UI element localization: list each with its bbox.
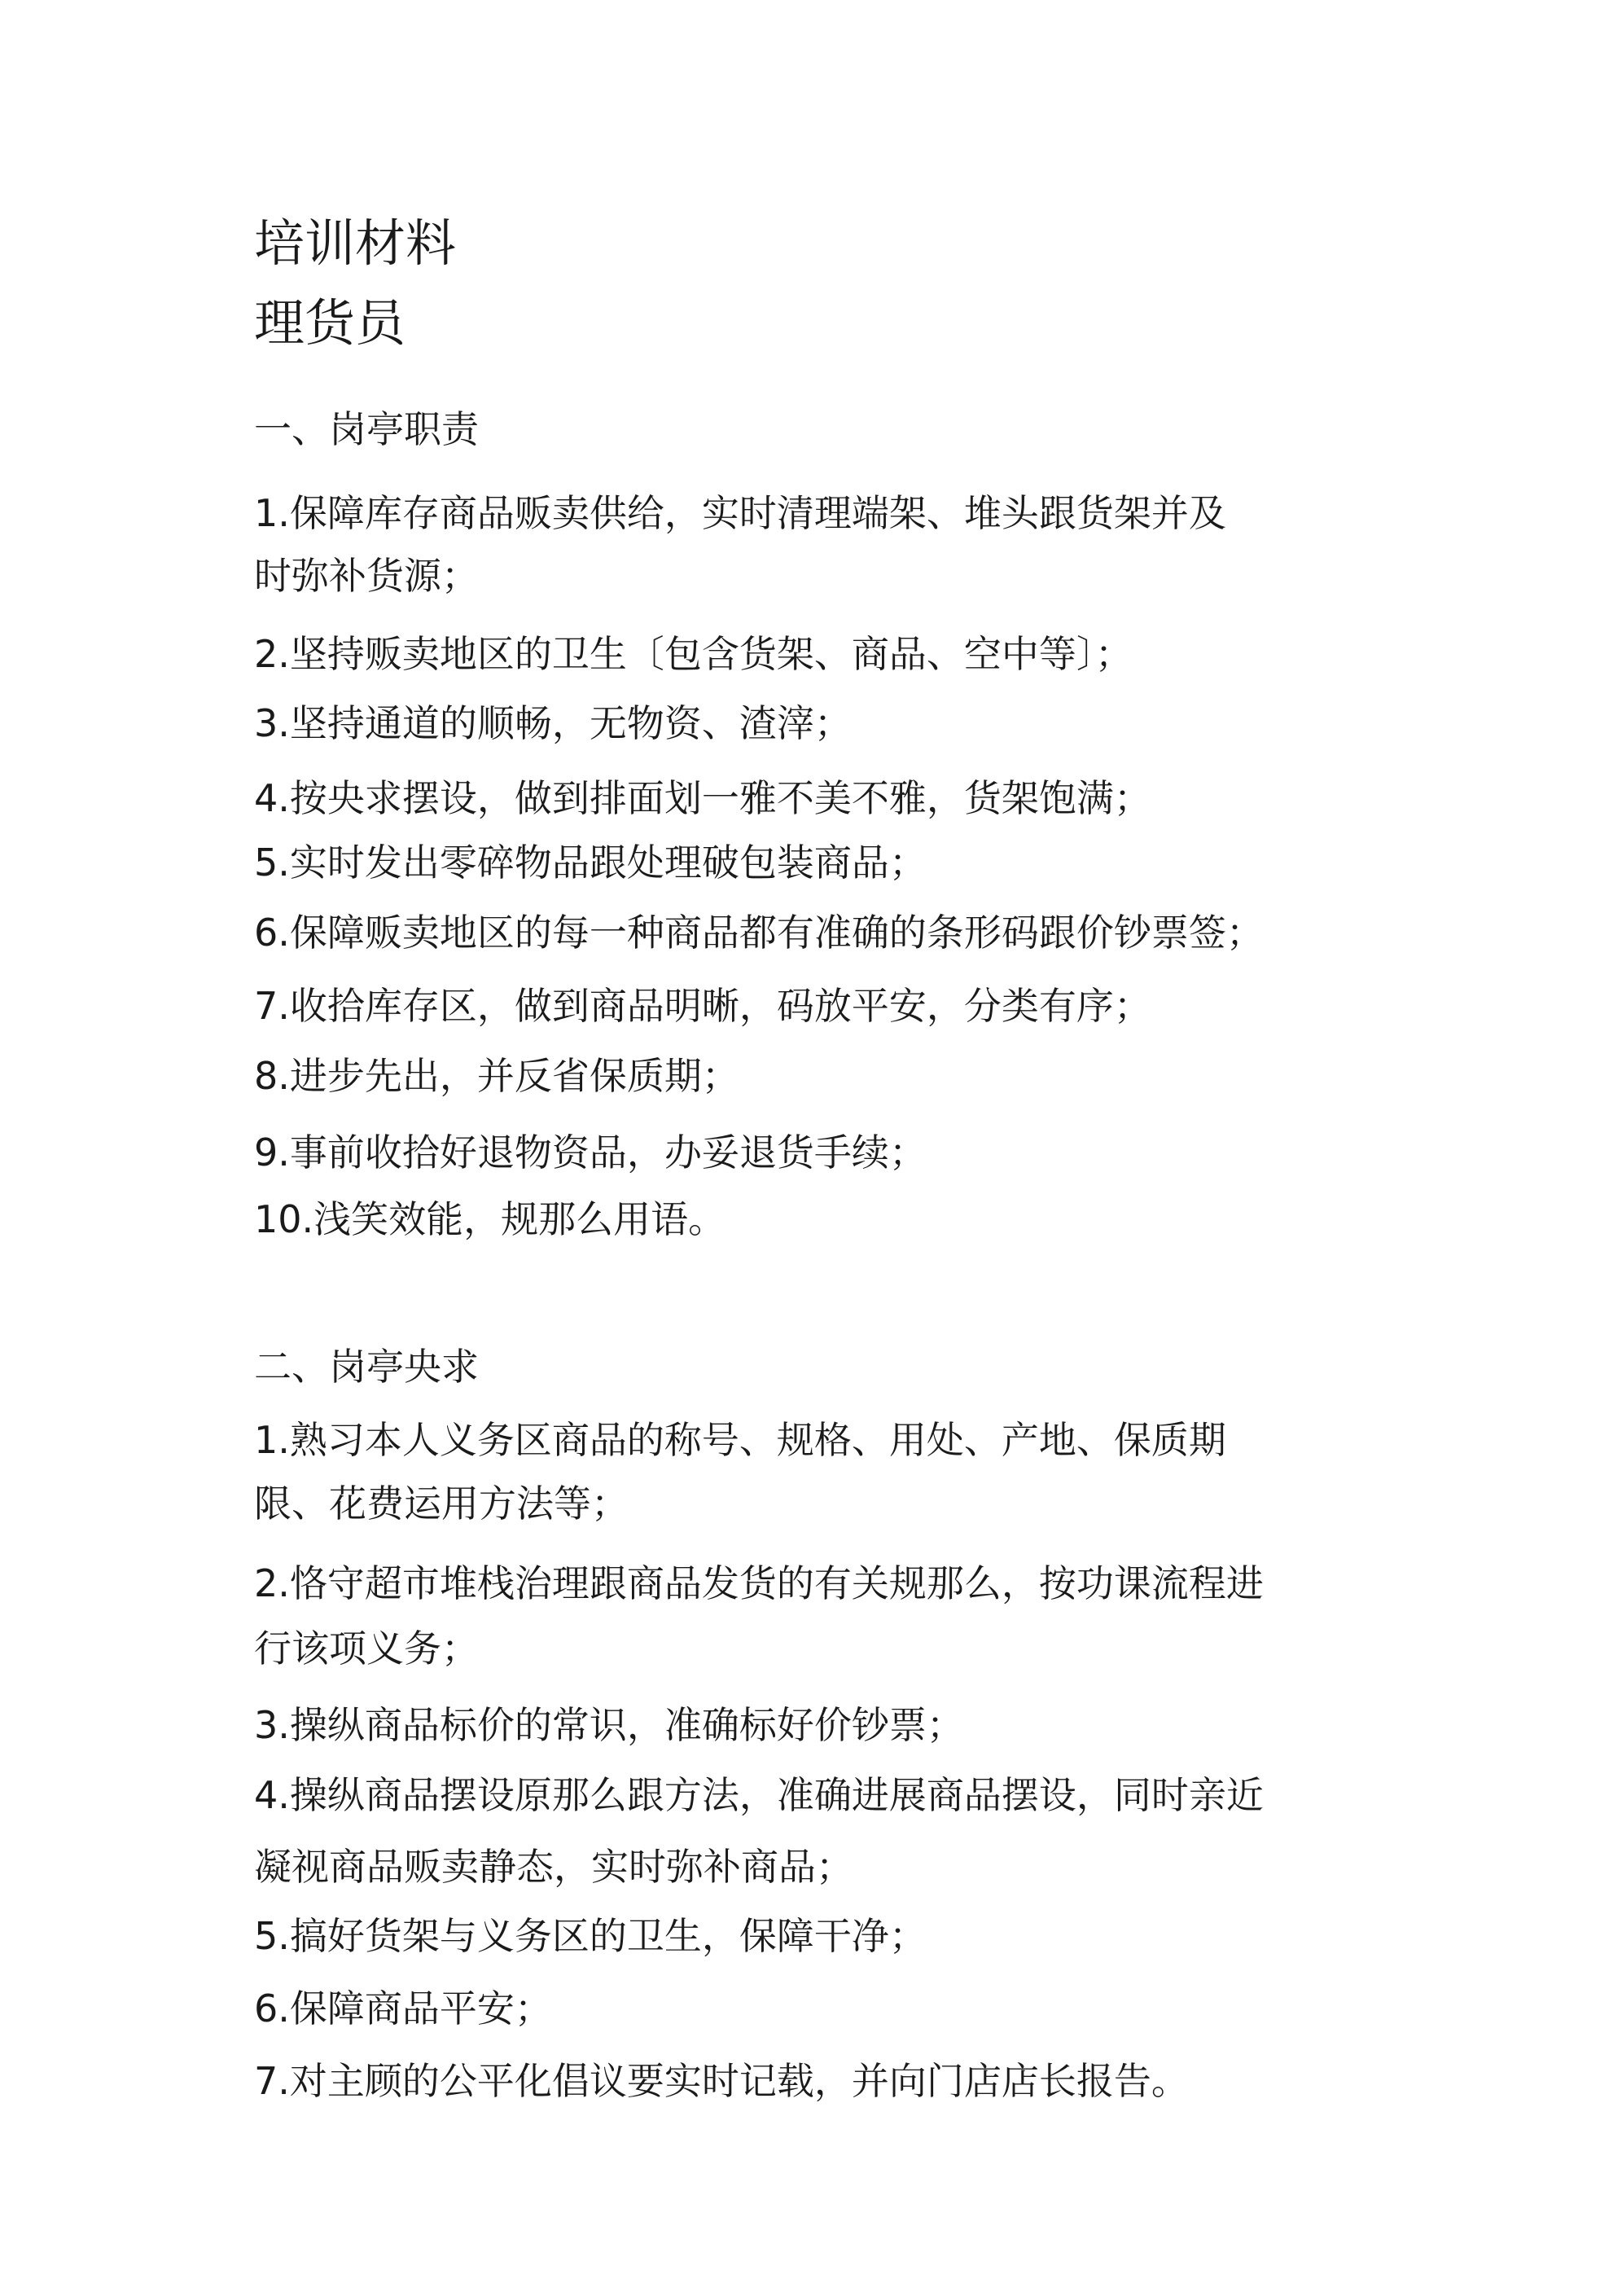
list-item: 7.对主顾的公平化倡议要实时记载，并向门店店长报告。 (254, 2059, 1189, 2103)
document-subtitle: 理货员 (254, 293, 406, 353)
list-item: 4.按央求摆设，做到排面划一雅不美不雅，货架饱满； (254, 776, 1151, 820)
list-item: 凝视商品贩卖静态，实时弥补商品； (254, 1845, 853, 1889)
document-title: 培训材料 (254, 213, 457, 273)
list-item: 10.浅笑效能，规那么用语。 (254, 1197, 726, 1241)
list-item: 9.事前收拾好退物资品，办妥退货手续； (254, 1130, 927, 1174)
list-item: 8.进步先出，并反省保质期； (254, 1054, 739, 1098)
list-item: 5.实时发出零碎物品跟处理破包装商品； (254, 841, 927, 885)
list-item: 时弥补货源； (254, 554, 479, 598)
list-item: 限、花费运用方法等； (254, 1482, 629, 1526)
list-item: 6.保障商品平安； (254, 1987, 552, 2030)
list-item: 3.操纵商品标价的常识，准确标好价钞票； (254, 1703, 964, 1747)
list-item: 4.操纵商品摆设原那么跟方法，准确进展商品摆设，同时亲近 (254, 1773, 1264, 1817)
list-item: 1.熟习本人义务区商品的称号、规格、用处、产地、保质期 (254, 1418, 1226, 1462)
list-item: 行该项义务； (254, 1627, 479, 1670)
list-item: 2.坚持贩卖地区的卫生〔包含货架、商品、空中等〕； (254, 632, 1133, 676)
list-item: 5.搞好货架与义务区的卫生，保障干净； (254, 1914, 927, 1958)
list-item: 7.收拾库存区，做到商品明晰，码放平安，分类有序； (254, 984, 1151, 1028)
list-item: 1.保障库存商品贩卖供给，实时清理端架、堆头跟货架并及 (254, 491, 1226, 535)
list-item: 6.保障贩卖地区的每一种商品都有准确的条形码跟价钞票签； (254, 911, 1264, 955)
list-item: 3.坚持通道的顺畅，无物资、渣滓； (254, 701, 852, 745)
section-heading-requirements: 二、岗亭央求 (254, 1345, 479, 1389)
section-heading-duties: 一、岗亭职责 (254, 407, 479, 451)
list-item: 2.恪守超市堆栈治理跟商品发货的有关规那么，按功课流程进 (254, 1561, 1264, 1605)
